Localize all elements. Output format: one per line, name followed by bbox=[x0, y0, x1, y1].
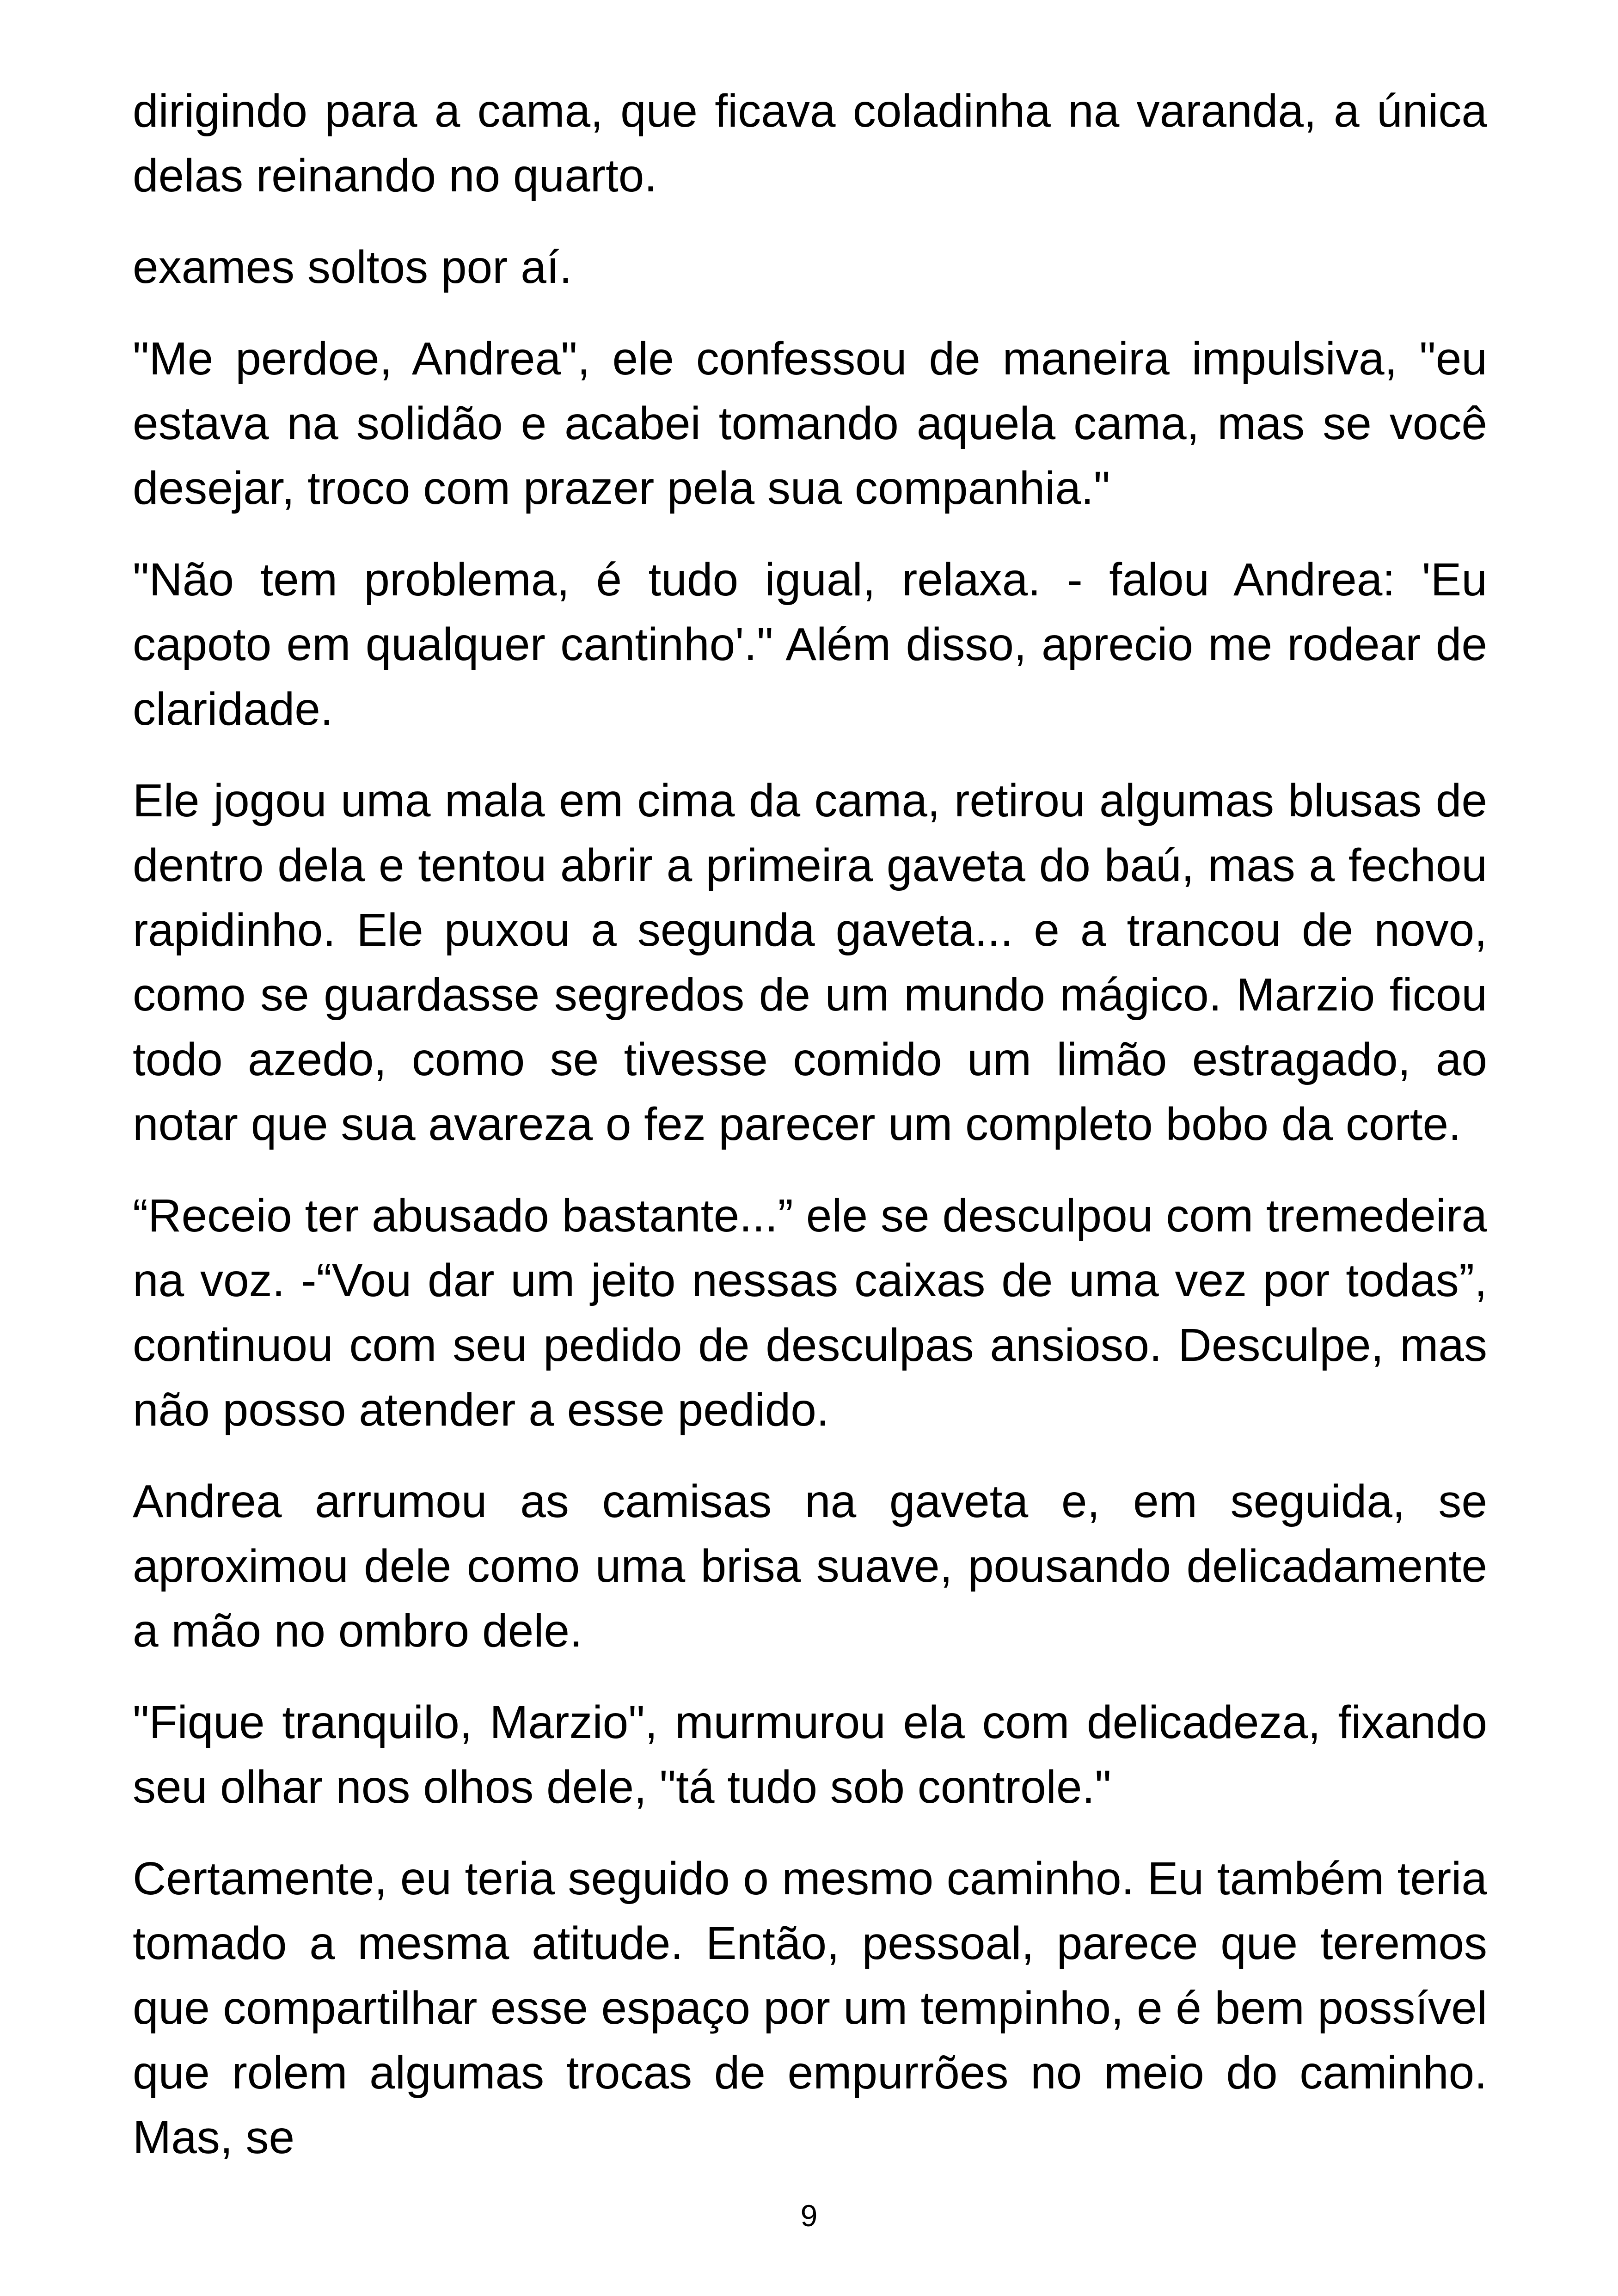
paragraph: "Não tem problema, é tudo igual, relaxa. - falou Andrea: 'Eu capoto em qualquer cantinho'." Além disso, aprecio me rodear de claridade. bbox=[133, 554, 1487, 735]
paragraph: “Receio ter abusado bastante...” ele se desculpou com tremedeira na voz. -“Vou dar um jeito nessas caixas de uma vez por todas”, continuou com seu pedido de desculpas ansioso. Desculpe, mas não posso atender a esse pedido. bbox=[133, 1190, 1487, 1436]
paragraph: Andrea arrumou as camisas na gaveta e, em seguida, se aproximou dele como uma brisa suave, pousando delicadamente a mão no ombro dele. bbox=[133, 1476, 1487, 1657]
paragraph: Certamente, eu teria seguido o mesmo caminho. Eu também teria tomado a mesma atitude. Então, pessoal, parece que teremos que compartilhar esse espaço por um tempinho, e é bem possível que rolem algumas trocas de empurrões no meio do caminho. Mas, se bbox=[133, 1853, 1487, 2163]
paragraph: "Me perdoe, Andrea", ele confessou de maneira impulsiva, "eu estava na solidão e acabei tomando aquela cama, mas se você desejar, troco com prazer pela sua companhia." bbox=[133, 333, 1487, 514]
page-number: 9 bbox=[800, 2198, 818, 2233]
paragraph: dirigindo para a cama, que ficava coladinha na varanda, a única delas reinando no quarto. bbox=[133, 85, 1487, 202]
paragraph: Ele jogou uma mala em cima da cama, retirou algumas blusas de dentro dela e tentou abrir a primeira gaveta do baú, mas a fechou rapidinho. Ele puxou a segunda gaveta... e a trancou de novo, como se guardasse segredos de um mundo mágico. Marzio ficou todo azedo, como se tivesse comido um limão estragado, ao notar que sua avareza o fez parecer um completo bobo da corte. bbox=[133, 775, 1487, 1150]
body-text bbox=[133, 79, 1487, 2197]
paragraph: "Fique tranquilo, Marzio", murmurou ela com delicadeza, fixando seu olhar nos olhos dele, "tá tudo sob controle." bbox=[133, 1696, 1487, 1813]
paragraph: exames soltos por aí. bbox=[133, 241, 572, 293]
